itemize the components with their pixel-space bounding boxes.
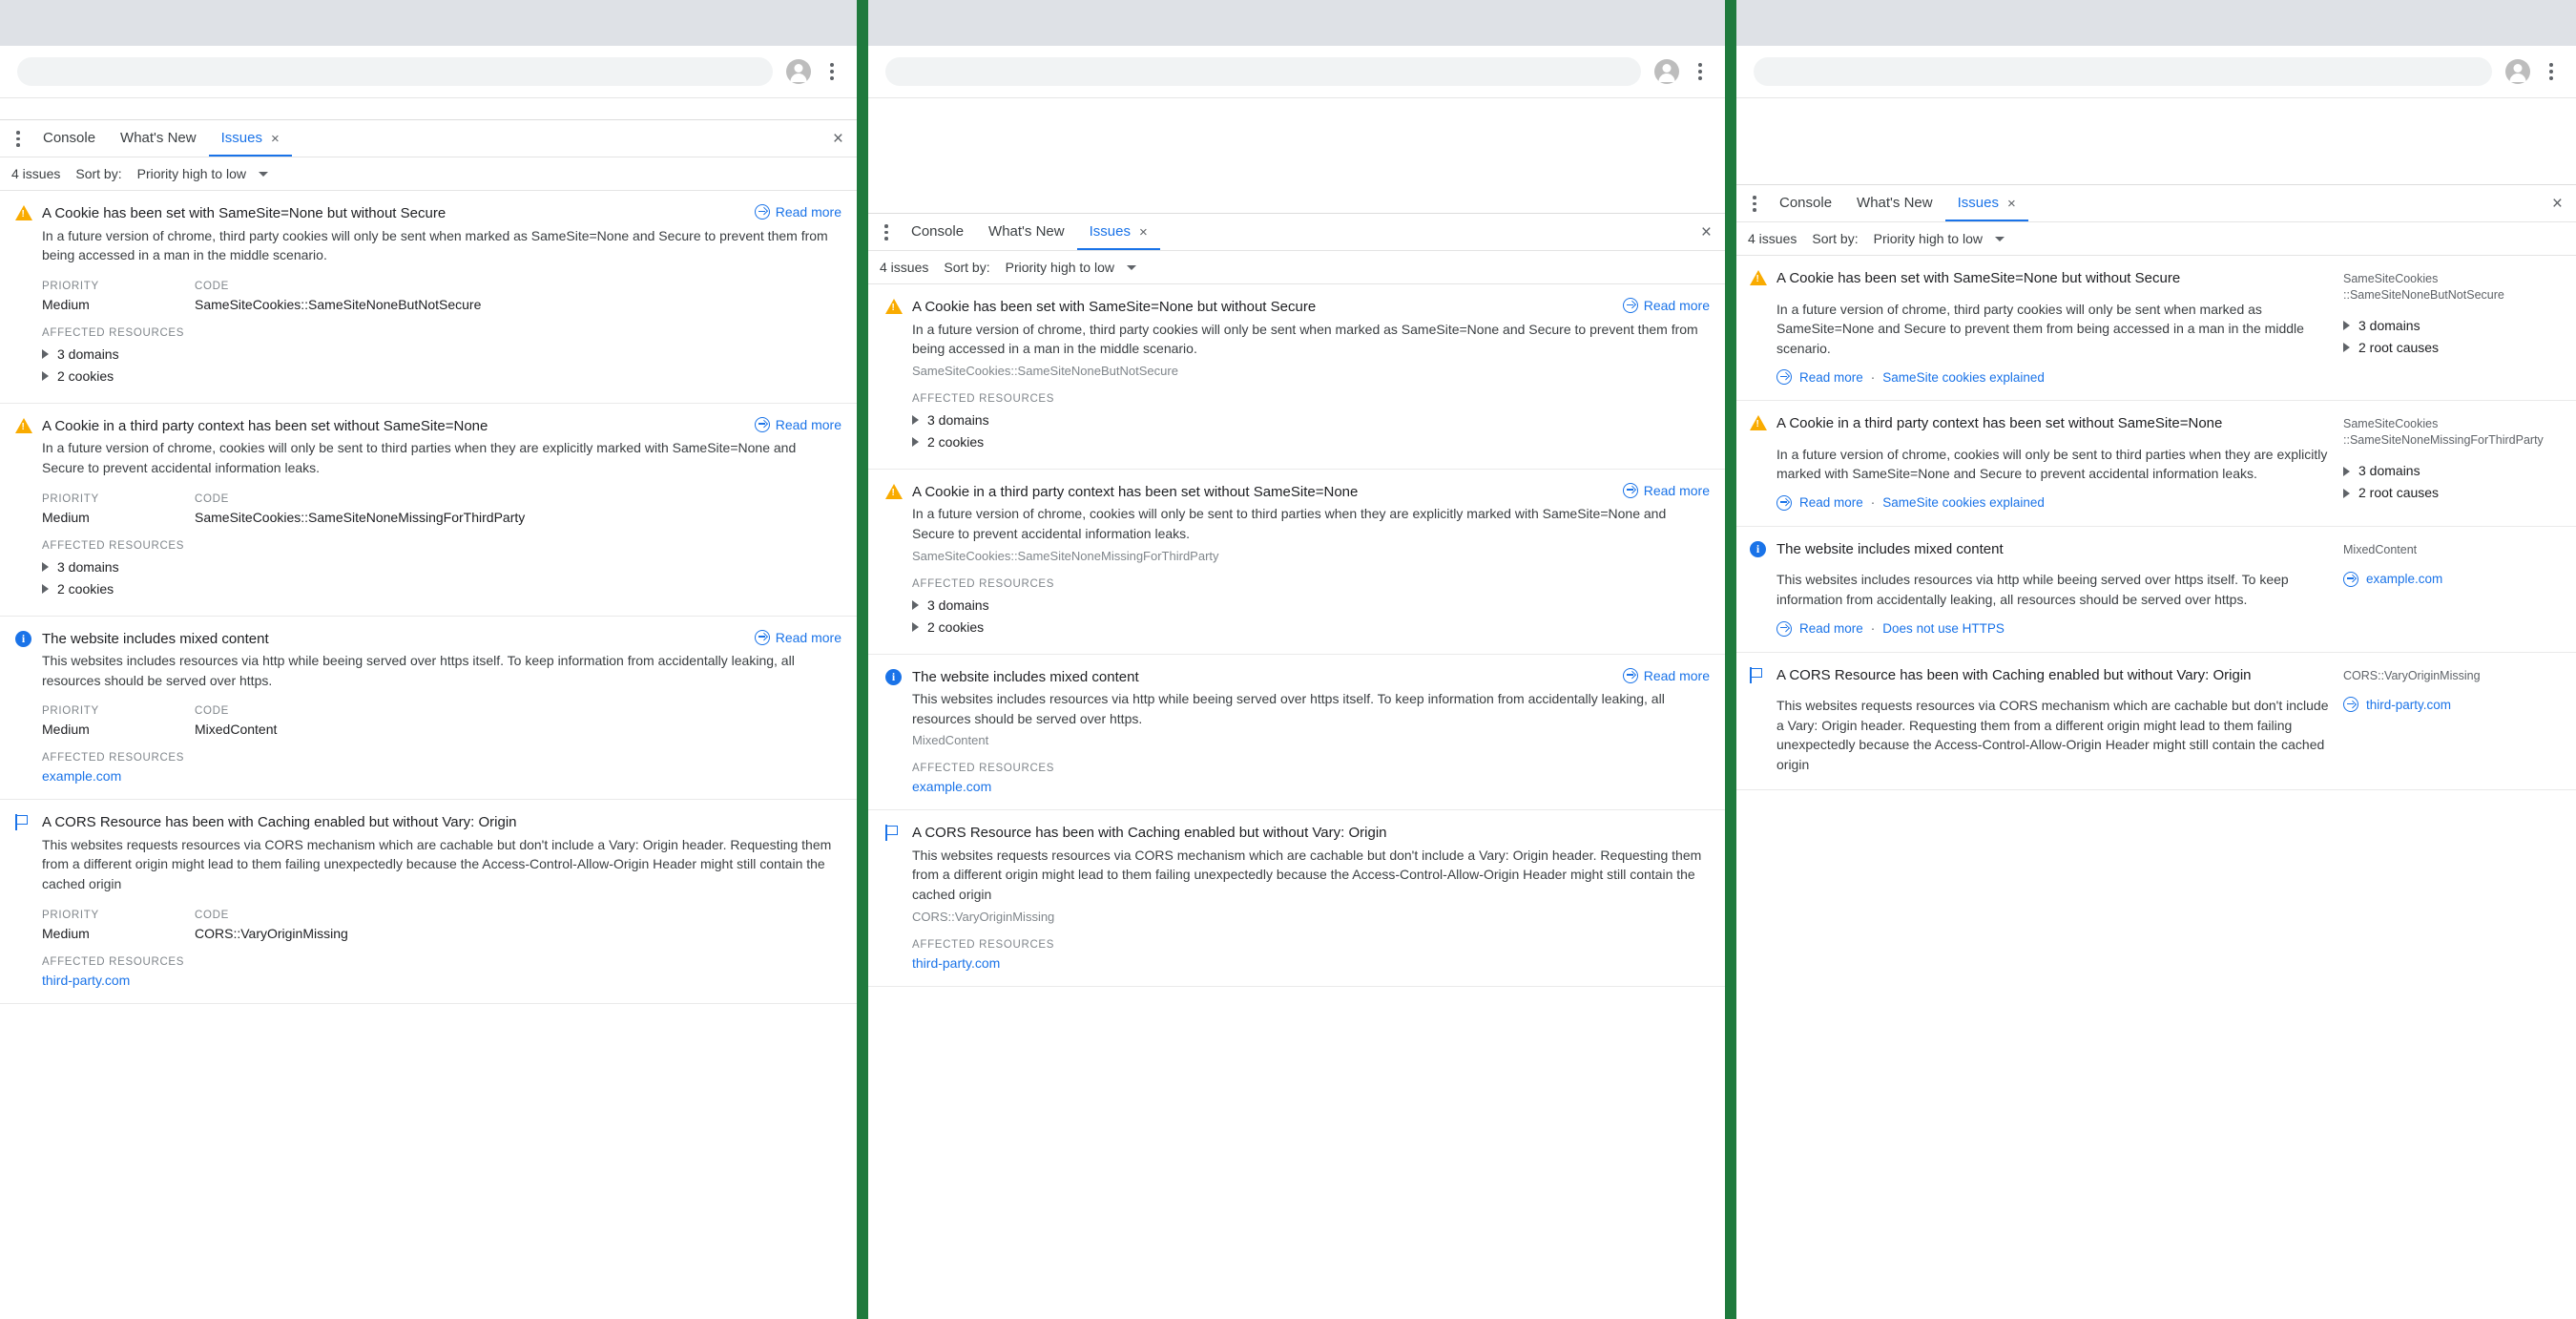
tab-issues-close-icon[interactable]: ×: [2006, 195, 2016, 212]
issue-title: The website includes mixed content: [42, 630, 269, 647]
resource-cookies-label: 2 cookies: [57, 367, 114, 384]
resource-cookies-label: 2 cookies: [57, 580, 114, 597]
resource-cookies-row[interactable]: [42, 578, 841, 600]
resource-root-causes-label: 2 root causes: [2358, 485, 2440, 501]
resource-domains-row[interactable]: [42, 344, 841, 366]
issue-header: [15, 813, 841, 832]
issue-title: A Cookie has been set with SameSite=None but without Secure: [42, 205, 447, 221]
issue-item[interactable]: [0, 191, 857, 404]
issue-title: A Cookie in a third party context has been set without SameSite=None: [42, 417, 488, 434]
issue-header: [1750, 269, 2330, 288]
devtools-tabbar: [868, 214, 1725, 251]
external-link-icon: [755, 630, 770, 645]
issue-item[interactable]: [1736, 256, 2576, 401]
issue-title: A CORS Resource has been with Caching enabled but without Vary: Origin: [42, 814, 517, 831]
issue-header: [15, 417, 841, 436]
resource-domains-row[interactable]: [2343, 315, 2563, 337]
warning-triangle-icon: [1750, 270, 1767, 287]
affected-resources-label: AFFECTED RESOURCES: [42, 539, 185, 552]
issue-description: In a future version of chrome, cookies will only be sent to third parties when they are explicitly marked with SameSite=None and Secure to prevent accidental information leaks.: [42, 440, 797, 475]
tab-console[interactable]: Console: [911, 223, 965, 240]
external-link-icon: [1776, 495, 1792, 511]
issue-meta: [42, 281, 841, 312]
read-more-link[interactable]: [1623, 483, 1710, 498]
issue-main: [1750, 414, 2330, 511]
disclosure-triangle-icon: [2343, 343, 2350, 352]
profile-avatar[interactable]: [2505, 59, 2530, 84]
issue-item[interactable]: [868, 655, 1725, 811]
issue-side: [2343, 269, 2563, 385]
devtools-drawer: [0, 119, 857, 1004]
devtools-tabbar: [0, 120, 857, 157]
sort-by-label: Sort by:: [944, 260, 990, 275]
browser-tabstrip: [868, 0, 1725, 46]
external-link-icon: [1623, 483, 1638, 498]
code-label: CODE: [195, 492, 229, 505]
issue-title: A Cookie in a third party context has been set without SameSite=None: [912, 483, 1359, 500]
issue-description: In a future version of chrome, cookies will only be sent to third parties when they are explicitly marked with SameSite=None and Secure to prevent accidental information leaks.: [912, 506, 1667, 541]
issue-meta: [42, 493, 841, 525]
priority-value: Medium: [42, 925, 90, 941]
issue-code-block: [195, 910, 348, 941]
resource-link[interactable]: example.com: [912, 779, 992, 795]
affected-resources: [42, 540, 841, 600]
address-bar-input[interactable]: [17, 57, 773, 86]
issue-main: [1750, 540, 2330, 637]
issue-main: [1750, 666, 2330, 775]
external-link-icon: [1776, 369, 1792, 385]
resource-link-row: [2343, 697, 2563, 712]
external-link-icon: [1623, 668, 1638, 683]
issue-title: A Cookie in a third party context has been set without SameSite=None: [1776, 415, 2223, 432]
issue-meta: [42, 910, 841, 941]
issue-code-block: [195, 281, 481, 312]
issue-code-line-2: ::SameSiteNoneButNotSecure: [2343, 287, 2504, 302]
explainer-link[interactable]: SameSite cookies explained: [1882, 495, 2045, 511]
browser-omnibar: [1736, 46, 2576, 98]
code-label: CODE: [195, 909, 229, 921]
issue-links: [1776, 495, 2330, 511]
flag-icon: [885, 825, 903, 842]
affected-resources-label: AFFECTED RESOURCES: [912, 938, 1055, 951]
issue-description: In a future version of chrome, third party cookies will only be sent when marked as SameSite=None and Secure to prevent them from being accessed in a man in the middle scenario.: [42, 227, 828, 263]
link-separator: ·: [1870, 621, 1876, 637]
disclosure-triangle-icon: [912, 600, 919, 610]
resource-link[interactable]: example.com: [42, 768, 122, 785]
issue-code-line-2: ::SameSiteNoneMissingForThirdParty: [2343, 433, 2544, 448]
resource-cookies-label: 2 cookies: [927, 618, 985, 635]
issue-priority-block: [42, 493, 195, 525]
issue-priority-block: [42, 281, 195, 312]
resource-domains-row[interactable]: [42, 556, 841, 578]
issue-item[interactable]: [0, 404, 857, 617]
sort-by-label: Sort by:: [1812, 231, 1859, 246]
chevron-down-icon: [1995, 237, 2005, 241]
info-circle-icon: i: [885, 669, 903, 686]
issue-item[interactable]: [1736, 401, 2576, 527]
priority-value: Medium: [42, 296, 90, 312]
resource-domains-row[interactable]: [2343, 460, 2563, 482]
code-label: CODE: [195, 705, 229, 718]
affected-resources: [42, 327, 841, 387]
flag-icon: [1750, 667, 1767, 684]
issues-count: 4 issues: [880, 260, 929, 275]
affected-resources-label: AFFECTED RESOURCES: [42, 752, 185, 764]
affected-resources: [912, 763, 1710, 794]
issue-title: A Cookie has been set with SameSite=None but without Secure: [1776, 270, 2181, 286]
read-more-link[interactable]: [1623, 298, 1710, 313]
issue-title: The website includes mixed content: [912, 668, 1139, 685]
resource-domains-label: 3 domains: [927, 411, 989, 428]
tab-issues-label: Issues: [1089, 223, 1131, 240]
resource-root-causes-row[interactable]: [2343, 482, 2563, 504]
issues-list: [868, 284, 1725, 987]
issue-item[interactable]: [1736, 527, 2576, 653]
issue-side: [2343, 540, 2563, 637]
tab-issues-close-icon[interactable]: ×: [270, 130, 280, 147]
issue-description: This websites requests resources via CORS mechanism which are cachable but don't include a Vary: Origin header. Requesting them from a different origin might lead to them failing unexpectedly because the Access-Control-Allow-Origin Header might still contain the cached origin: [1776, 698, 2329, 772]
address-bar-input[interactable]: [1754, 57, 2492, 86]
info-circle-icon: i: [15, 631, 32, 648]
page-content-area: [0, 98, 857, 119]
resource-cookies-label: 2 cookies: [927, 433, 985, 450]
code-value: SameSiteCookies::SameSiteNoneMissingForThirdParty: [195, 509, 526, 525]
priority-label: PRIORITY: [42, 492, 99, 505]
tab-issues-label: Issues: [220, 130, 262, 146]
issue-item[interactable]: [0, 617, 857, 801]
read-more-label: Read more: [1643, 482, 1710, 498]
code-label: CODE: [195, 280, 229, 292]
warning-triangle-icon: [885, 299, 903, 316]
tab-issues-label: Issues: [1957, 195, 1999, 211]
resource-domains-label: 3 domains: [57, 345, 119, 362]
resource-domains-label: 3 domains: [57, 558, 119, 575]
address-bar-input[interactable]: [885, 57, 1641, 86]
sort-by-select[interactable]: [1874, 231, 2005, 246]
devtools-tabbar: [1736, 185, 2576, 222]
issue-code: CORS::VaryOriginMissing: [912, 909, 1055, 924]
issues-toolbar: [0, 157, 857, 191]
devtools-drawer: [868, 213, 1725, 987]
issue-main: [1750, 269, 2330, 385]
issue-description: This websites includes resources via http while beeing served over https itself. To keep information from accidentally leaking, all resources should be served over https.: [42, 653, 795, 688]
priority-value: Medium: [42, 509, 90, 525]
external-link-icon: [755, 417, 770, 432]
tab-whats-new[interactable]: What's New: [988, 223, 1065, 240]
read-more-label: Read more: [775, 416, 841, 432]
priority-label: PRIORITY: [42, 705, 99, 718]
issue-priority-block: [42, 910, 195, 941]
browser-tabstrip: [1736, 0, 2576, 46]
issue-meta: [42, 705, 841, 737]
affected-resources-label: AFFECTED RESOURCES: [912, 763, 1055, 775]
issue-code-line-1: SameSiteCookies: [2343, 272, 2439, 285]
drawer-more-options-icon[interactable]: [874, 220, 899, 244]
disclosure-triangle-icon: [2343, 321, 2350, 330]
tab-whats-new[interactable]: What's New: [1857, 195, 1933, 211]
affected-resources: [42, 752, 841, 784]
panel-variant-3: [1736, 0, 2576, 1319]
browser-omnibar: [0, 46, 857, 98]
affected-resources-label: AFFECTED RESOURCES: [42, 955, 185, 968]
issue-code: SameSiteCookies::SameSiteNoneButNotSecure: [912, 363, 1178, 378]
issues-list: [0, 191, 857, 1004]
disclosure-triangle-icon: [42, 349, 49, 359]
issue-priority-block: [42, 705, 195, 737]
chrome-menu-icon[interactable]: [821, 59, 843, 84]
external-link-icon: [1776, 621, 1792, 637]
affected-resources: [42, 956, 841, 988]
sort-by-select[interactable]: [1006, 260, 1136, 275]
issue-description: This websites requests resources via CORS mechanism which are cachable but don't include a Vary: Origin header. Requesting them from a different origin might lead to them failing unexpectedly because the Access-Control-Allow-Origin Header might still contain the cached origin: [42, 836, 832, 891]
resource-link[interactable]: third-party.com: [42, 972, 131, 988]
read-more-link[interactable]: [1623, 668, 1710, 683]
affected-resources-label: AFFECTED RESOURCES: [912, 577, 1055, 590]
disclosure-triangle-icon: [2343, 489, 2350, 498]
issue-header: [1750, 540, 2330, 559]
issue-header: [1750, 414, 2330, 433]
chrome-menu-icon[interactable]: [2540, 59, 2563, 84]
read-more-link[interactable]: Read more: [1799, 495, 1863, 511]
tab-whats-new[interactable]: What's New: [120, 130, 197, 146]
issue-item[interactable]: [868, 470, 1725, 655]
chevron-down-icon: [259, 172, 268, 177]
resource-domains-label: 3 domains: [927, 597, 989, 613]
resource-root-causes-row[interactable]: [2343, 337, 2563, 359]
affected-resources-label: AFFECTED RESOURCES: [912, 392, 1055, 405]
issue-header: [15, 204, 841, 223]
issue-code-line-1: SameSiteCookies: [2343, 417, 2439, 431]
read-more-link[interactable]: [755, 417, 841, 432]
issue-header: [15, 630, 841, 649]
issue-item[interactable]: [868, 284, 1725, 470]
affected-resources: [912, 578, 1710, 639]
issue-code-block: [195, 493, 525, 525]
disclosure-triangle-icon: [2343, 467, 2350, 476]
tab-issues-close-icon[interactable]: ×: [1138, 223, 1148, 241]
read-more-link[interactable]: Read more: [1799, 369, 1863, 385]
issue-code-line-1: MixedContent: [2343, 542, 2418, 556]
browser-tabstrip: [0, 0, 857, 46]
read-more-label: Read more: [1643, 298, 1710, 313]
affected-resources: [912, 939, 1710, 971]
issue-title: The website includes mixed content: [1776, 540, 2004, 557]
disclosure-triangle-icon: [42, 562, 49, 572]
issue-title: A Cookie has been set with SameSite=None but without Secure: [912, 299, 1317, 315]
affected-resources-label: AFFECTED RESOURCES: [42, 326, 185, 339]
issue-description: This websites includes resources via http while beeing served over https itself. To keep information from accidentally leaking, all resources should be served over https.: [1776, 572, 2289, 607]
issue-code: SameSiteCookies::SameSiteNoneMissingForThirdParty: [912, 548, 1219, 563]
read-more-link[interactable]: [755, 630, 841, 645]
read-more-label: Read more: [775, 629, 841, 645]
warning-triangle-icon: [885, 484, 903, 501]
panel-separator: [857, 0, 868, 1319]
panel-variant-1: [0, 0, 857, 1319]
explainer-link[interactable]: SameSite cookies explained: [1882, 369, 2045, 385]
explainer-link[interactable]: Does not use HTTPS: [1882, 621, 2005, 637]
issue-header: [885, 824, 1710, 843]
priority-value: Medium: [42, 722, 90, 738]
tab-issues[interactable]: [209, 120, 292, 157]
read-more-label: Read more: [1643, 667, 1710, 683]
resource-cookies-row[interactable]: [912, 431, 1710, 453]
page-content-area: [868, 98, 1725, 213]
issue-links: [1776, 369, 2330, 385]
issue-header: [885, 298, 1710, 317]
panel-separator: [1725, 0, 1736, 1319]
issues-toolbar: [868, 251, 1725, 284]
issue-code: MixedContent: [912, 733, 989, 748]
issue-item[interactable]: [868, 810, 1725, 986]
disclosure-triangle-icon: [42, 584, 49, 594]
code-value: MixedContent: [195, 722, 278, 738]
resource-domains-row[interactable]: [912, 595, 1710, 617]
code-value: SameSiteCookies::SameSiteNoneButNotSecure: [195, 296, 482, 312]
tab-issues[interactable]: [1945, 185, 2028, 221]
issue-links: [1776, 621, 2330, 637]
tab-console[interactable]: Console: [1779, 195, 1833, 211]
issue-code-block: [195, 705, 277, 737]
issue-side: [2343, 414, 2563, 511]
disclosure-triangle-icon: [912, 437, 919, 447]
issue-item[interactable]: [0, 800, 857, 1003]
sort-by-value: Priority high to low: [136, 166, 246, 181]
warning-triangle-icon: [15, 418, 32, 435]
external-link-icon: [2343, 697, 2358, 712]
issues-list: [1736, 256, 2576, 790]
warning-triangle-icon: [1750, 415, 1767, 432]
issues-toolbar: [1736, 222, 2576, 256]
issue-description: In a future version of chrome, cookies will only be sent to third parties when they are explicitly marked with SameSite=None and Secure to prevent accidental information leaks.: [1776, 446, 2328, 482]
sort-by-label: Sort by:: [75, 166, 122, 181]
chrome-menu-icon[interactable]: [1689, 59, 1712, 84]
issue-item[interactable]: [1736, 653, 2576, 791]
issue-title: A CORS Resource has been with Caching enabled but without Vary: Origin: [912, 825, 1387, 842]
issues-count: 4 issues: [1748, 231, 1797, 246]
priority-label: PRIORITY: [42, 909, 99, 921]
sort-by-value: Priority high to low: [1005, 260, 1114, 275]
chevron-down-icon: [1127, 265, 1136, 270]
issue-header: [1750, 666, 2330, 685]
resource-cookies-row[interactable]: [912, 617, 1710, 639]
issue-side: [2343, 666, 2563, 775]
drawer-close-icon[interactable]: ×: [1700, 221, 1712, 242]
drawer-more-options-icon[interactable]: [6, 126, 31, 151]
sort-by-value: Priority high to low: [1873, 231, 1983, 246]
external-link-icon: [1623, 298, 1638, 313]
drawer-close-icon[interactable]: ×: [2551, 193, 2563, 214]
read-more-label: Read more: [775, 204, 841, 220]
affected-resources: [912, 393, 1710, 453]
link-separator: ·: [1870, 495, 1876, 511]
issues-count: 4 issues: [11, 166, 61, 181]
tab-issues[interactable]: [1077, 214, 1160, 250]
tab-console[interactable]: Console: [43, 130, 96, 146]
issue-description: In a future version of chrome, third party cookies will only be sent when marked as SameSite=None and Secure to prevent them from being accessed in a man in the middle scenario.: [912, 321, 1698, 357]
resource-cookies-row[interactable]: [42, 366, 841, 387]
devtools-drawer: [1736, 184, 2576, 790]
resource-link-row: [2343, 572, 2563, 587]
resource-root-causes-label: 2 root causes: [2358, 339, 2440, 355]
link-separator: ·: [1870, 369, 1876, 385]
flag-icon: [15, 814, 32, 831]
issue-code-line-1: CORS::VaryOriginMissing: [2343, 668, 2481, 682]
read-more-link[interactable]: [755, 204, 841, 220]
issue-description: In a future version of chrome, third party cookies will only be sent when marked as SameSite=None and Secure to prevent them from being accessed in a man in the middle scenario.: [1776, 301, 2304, 356]
disclosure-triangle-icon: [42, 371, 49, 381]
issue-description: This websites requests resources via CORS mechanism which are cachable but don't include a Vary: Origin header. Requesting them from a different origin might lead to them failing unexpectedly because the Access-Control-Allow-Origin Header might still contain the cached origin: [912, 847, 1702, 902]
code-value: CORS::VaryOriginMissing: [195, 925, 348, 941]
drawer-close-icon[interactable]: ×: [832, 128, 843, 149]
priority-label: PRIORITY: [42, 280, 99, 292]
issue-header: [885, 668, 1710, 687]
issue-title: A CORS Resource has been with Caching enabled but without Vary: Origin: [1776, 666, 2252, 683]
issue-description: This websites includes resources via http while beeing served over https itself. To keep information from accidentally leaking, all resources should be served over https.: [912, 691, 1665, 726]
resource-domains-row[interactable]: [912, 409, 1710, 431]
sort-by-select[interactable]: [137, 166, 268, 181]
browser-omnibar: [868, 46, 1725, 98]
resource-domains-label: 3 domains: [2358, 462, 2420, 478]
issue-header: [885, 483, 1710, 502]
info-circle-icon: i: [1750, 541, 1767, 558]
resource-domains-label: 3 domains: [2358, 317, 2420, 333]
panel-variant-2: [868, 0, 1725, 1319]
page-content-area: [1736, 98, 2576, 184]
read-more-link[interactable]: Read more: [1799, 621, 1863, 637]
external-link-icon: [2343, 572, 2358, 587]
resource-link[interactable]: third-party.com: [912, 954, 1001, 971]
resource-link[interactable]: example.com: [2366, 572, 2443, 587]
external-link-icon: [755, 204, 770, 220]
drawer-more-options-icon[interactable]: [1742, 191, 1767, 216]
resource-link[interactable]: third-party.com: [2366, 697, 2452, 712]
profile-avatar[interactable]: [1654, 59, 1679, 84]
disclosure-triangle-icon: [912, 415, 919, 425]
disclosure-triangle-icon: [912, 622, 919, 632]
profile-avatar[interactable]: [786, 59, 811, 84]
warning-triangle-icon: [15, 205, 32, 222]
